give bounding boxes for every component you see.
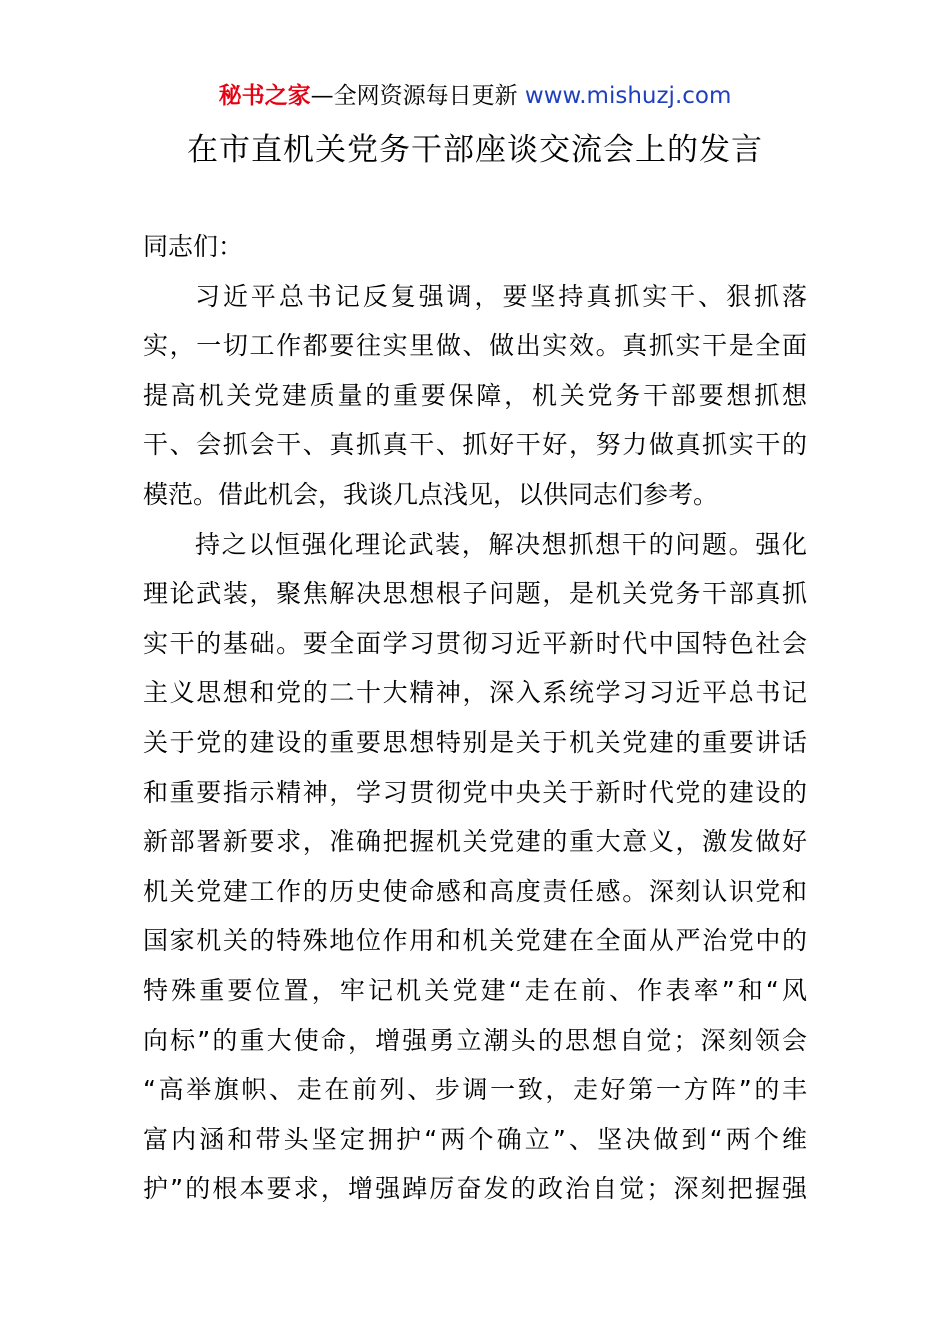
site-header xyxy=(0,80,950,112)
paragraph-2-line: 和重要指示精神，学习贯彻党中央关于新时代党的建设的 xyxy=(143,777,807,807)
paragraph-1-line: 习近平总书记反复强调，要坚持真抓实干、狠抓落 xyxy=(195,281,807,311)
paragraph-2-line: 主义思想和党的二十大精神，深入系统学习习近平总书记 xyxy=(143,678,807,708)
paragraph-2-line: 理论武装，聚焦解决思想根子问题，是机关党务干部真抓 xyxy=(143,579,807,609)
paragraph-1-line: 提高机关党建质量的重要保障，机关党务干部要想抓想 xyxy=(143,380,807,410)
brand-name: 秘书之家 xyxy=(218,83,311,109)
document-title: 在市直机关党务干部座谈交流会上的发言 xyxy=(187,132,763,168)
document-body xyxy=(143,222,807,1214)
paragraph-1-line: 干、会抓会干、真抓真干、抓好干好，努力做真抓实干的 xyxy=(143,430,807,460)
paragraph-1-line: 实，一切工作都要往实里做、做出实效。真抓实干是全面 xyxy=(143,331,807,361)
paragraph-2-line: 向标”的重大使命，增强勇立潮头的思想自觉；深刻领会 xyxy=(143,1025,807,1055)
paragraph-2-line: 特殊重要位置，牢记机关党建“走在前、作表率”和“风 xyxy=(143,975,807,1005)
paragraph-2-line: 护”的根本要求，增强踔厉奋发的政治自觉；深刻把握强 xyxy=(143,1174,807,1204)
site-url-link[interactable]: www.mishuzj.com xyxy=(524,83,732,109)
header-tagline: —全网资源每日更新 xyxy=(310,83,525,109)
paragraph-1-line: 模范。借此机会，我谈几点浅见，以供同志们参考。 xyxy=(143,479,719,509)
paragraph-2-line: 关于党的建设的重要思想特别是关于机关党建的重要讲话 xyxy=(143,727,807,757)
paragraph-2-line: 国家机关的特殊地位作用和机关党建在全面从严治党中的 xyxy=(143,926,807,956)
paragraph-2-line: 富内涵和带头坚定拥护“两个确立”、坚决做到“两个维 xyxy=(143,1124,807,1154)
paragraph-2-line: 机关党建工作的历史使命感和高度责任感。深刻认识党和 xyxy=(143,876,807,906)
paragraph-2-line: 持之以恒强化理论武装，解决想抓想干的问题。强化 xyxy=(195,529,807,559)
paragraph-2-line: 实干的基础。要全面学习贯彻习近平新时代中国特色社会 xyxy=(143,628,807,658)
paragraph-2-line: 新部署新要求，准确把握机关党建的重大意义，激发做好 xyxy=(143,827,807,857)
salutation: 同志们： xyxy=(143,232,244,261)
paragraph-2-line: “高举旗帜、走在前列、步调一致，走好第一方阵”的丰 xyxy=(143,1075,807,1105)
